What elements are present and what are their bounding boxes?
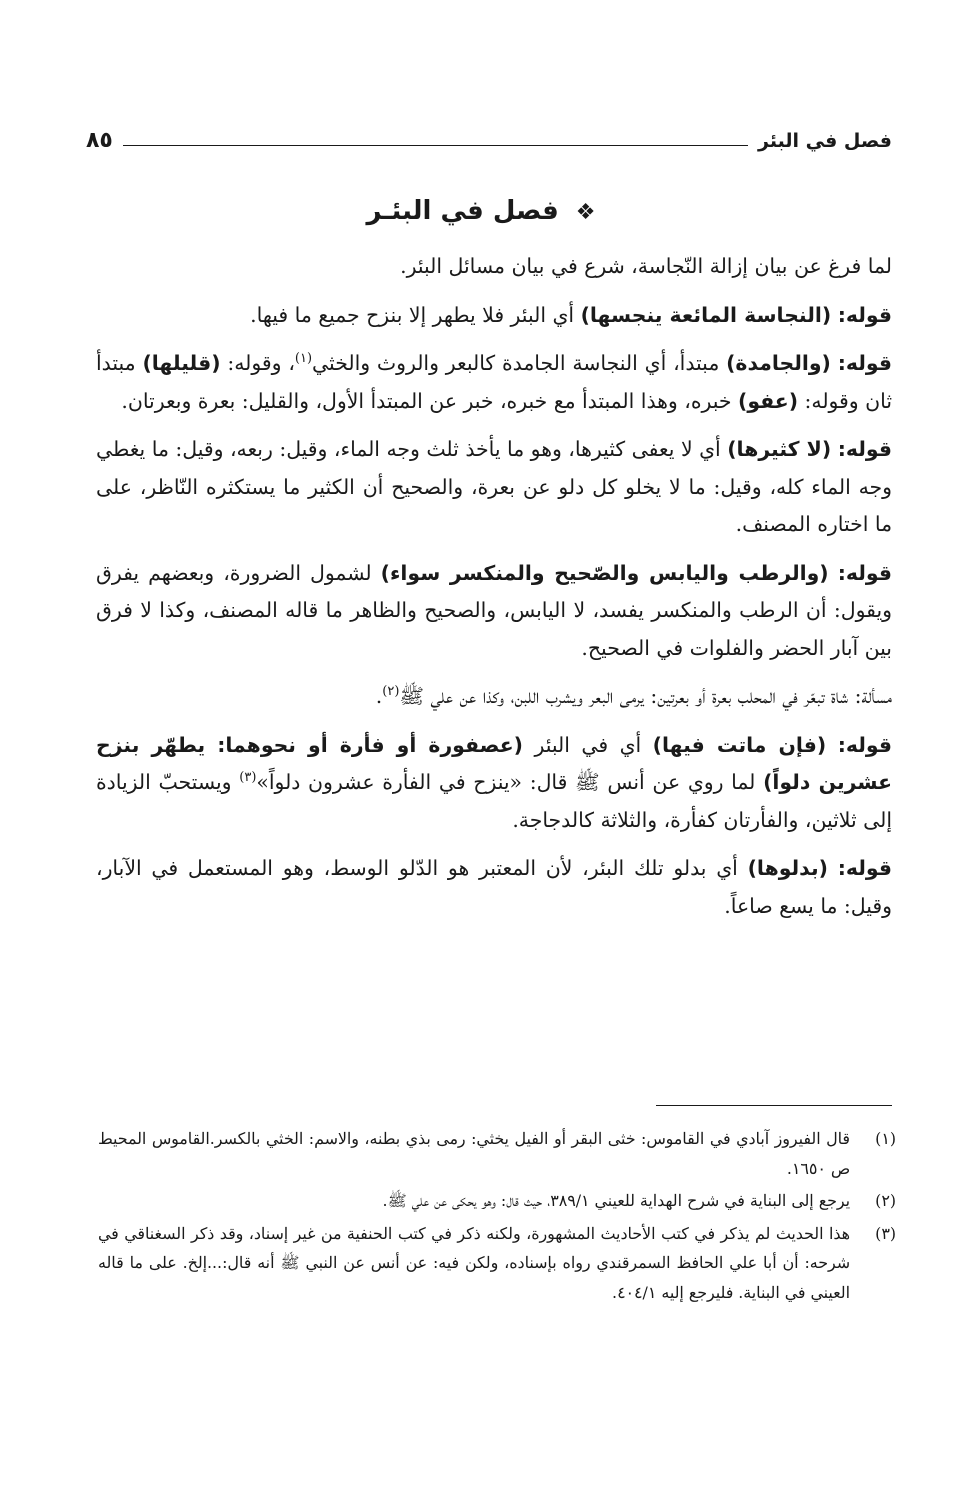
matn-term: (لا كثيرها)	[727, 437, 832, 461]
paragraph-text: ، وقوله:	[220, 351, 295, 375]
main-text	[96, 248, 892, 936]
footnote-number: (٢)	[875, 1191, 896, 1210]
paragraph-text: أي البئر فلا يطهر إلا بنزح جميع ما فيها.	[250, 302, 581, 327]
paragraph-text: مبتدأ، أي النجاسة الجامدة كالبعر والروث والخثي	[312, 351, 727, 375]
footnote-3	[98, 1219, 896, 1308]
paragraph	[96, 727, 892, 840]
footnote-text: قال الفيروز آبادي في القاموس: خثى البقر أو الفيل يخثي: رمى بذي بطنه، والاسم: الخثي بالكسر.القاموس المحيط ص ١٦٥٠.	[98, 1129, 850, 1178]
paragraph-text: مسألة: شاة تبعّر في المحلب بعرة أو بعرتين: يرمى البعر ويشرب اللبن، وكذا عن علي ﷺ	[399, 684, 892, 708]
header-rule	[123, 145, 748, 146]
matn-term: (عفو)	[738, 388, 799, 413]
footnotes	[98, 1124, 896, 1310]
paragraph-masala	[96, 678, 892, 716]
footnote-number: (١)	[875, 1129, 896, 1148]
footnote-ref[interactable]: (١)	[294, 351, 313, 367]
paragraph-text: لما فرغ عن بيان إزالة النّجاسة، شرع في بيان مسائل البئر.	[400, 254, 892, 278]
qawluhu-lead: قوله:	[837, 856, 892, 880]
qawluhu-lead: قوله:	[837, 732, 892, 757]
section-heading	[0, 196, 962, 226]
paragraph	[96, 297, 892, 335]
footnote-text: يرجع إلى البناية في شرح الهداية للعيني ٣٨٩/١، حيث قال: وهو يحكى عن علي ﷺ.	[382, 1191, 850, 1210]
qawluhu-lead: قوله:	[837, 560, 893, 585]
section-title: فصل في البئـر	[366, 196, 559, 226]
paragraph-text: خبره، وهذا المبتدأ مع خبره، خبر عن المبتدأ الأول، والقليل: بعرة وبعرتان.	[121, 388, 738, 413]
qawluhu-lead: قوله:	[837, 302, 892, 327]
paragraph-text: مبتدأ ثان وقوله:	[96, 351, 892, 413]
paragraph	[96, 345, 892, 420]
footnote-number: (٣)	[875, 1223, 896, 1243]
paragraph-end: .	[375, 684, 383, 708]
paragraph-text: لشمول الضرورة، وبعضهم يفرق ويقول: أن الرطب والمنكسر يفسد، لا اليابس، والصحيح والظاهر ما قاله المصنف، وكذا لا فرق بين آبار الحضر والفلوات في الصحيح.	[96, 560, 892, 660]
running-header-title: فصل في البئر	[758, 129, 892, 152]
footnote-divider	[656, 1105, 892, 1106]
running-header	[86, 128, 892, 153]
ornament-icon: ❖	[575, 200, 596, 225]
matn-term: (النجاسة المائعة ينجسها)	[580, 302, 832, 327]
matn-term: (عصفورة أو فأرة أو نحوهما: يطهّر بنزح عشرين دلواً)	[96, 732, 892, 794]
matn-term: (والرطب واليابس والصّحيح والمنكسر سواء)	[380, 560, 829, 585]
paragraph-intro	[96, 248, 892, 286]
matn-term: (بدلوها)	[747, 856, 828, 880]
paragraph-text: لما روي عن أنس ﷺ قال: «ينزح في الفأرة عشرون دلواً»	[256, 770, 764, 794]
footnote-2	[98, 1186, 896, 1216]
paragraph	[96, 431, 892, 544]
page-number: ٨٥	[86, 128, 113, 153]
paragraph-text: ويستحبّ الزيادة إلى ثلاثين، والفأرتان كفأرة، والثلاثة كالدجاجة.	[96, 770, 892, 832]
footnote-ref[interactable]: (٣)	[239, 770, 257, 786]
matn-term: (قليلها)	[142, 351, 221, 375]
footnote-text: هذا الحديث لم يذكر في كتب الأحاديث المشهورة، ولكنه ذكر في كتب الحنفية من غير إسناد، وقد ذكر السغناقي في شرحه: أن أبا علي الحافظ السمرقندي رواه بإسناده، ولكن فيه: عن أنس عن النبي ﷺ أنه قال:...إلخ. على ما قاله العيني في البناية. فليرجع إليه ٤٠٤/١.	[98, 1223, 850, 1302]
paragraph	[96, 555, 892, 668]
paragraph-text: أي في البئر	[522, 732, 653, 757]
paragraph-text: أي لا يعفى كثيرها، وهو ما يأخذ ثلث وجه الماء، وقيل: ربعه، وقيل: ما يغطي وجه الماء كله، وقيل: ما لا يخلو كل دلو عن بعرة، والصحيح أن الكثير ما يستكثره النّاظر، على ما اختاره المصنف.	[96, 437, 892, 536]
paragraph	[96, 850, 892, 925]
paragraph-text: أي بدلو تلك البئر، لأن المعتبر هو الدّلو الوسط، وهو المستعمل في الآبار، وقيل: ما يسع صاعاً.	[96, 856, 892, 918]
matn-term: (والجامدة)	[726, 351, 831, 375]
footnote-1	[98, 1124, 896, 1183]
qawluhu-lead: قوله:	[837, 437, 892, 461]
matn-term: (فإن ماتت فيها)	[652, 732, 827, 757]
qawluhu-lead: قوله:	[837, 351, 893, 375]
footnote-ref[interactable]: (٢)	[382, 684, 400, 700]
